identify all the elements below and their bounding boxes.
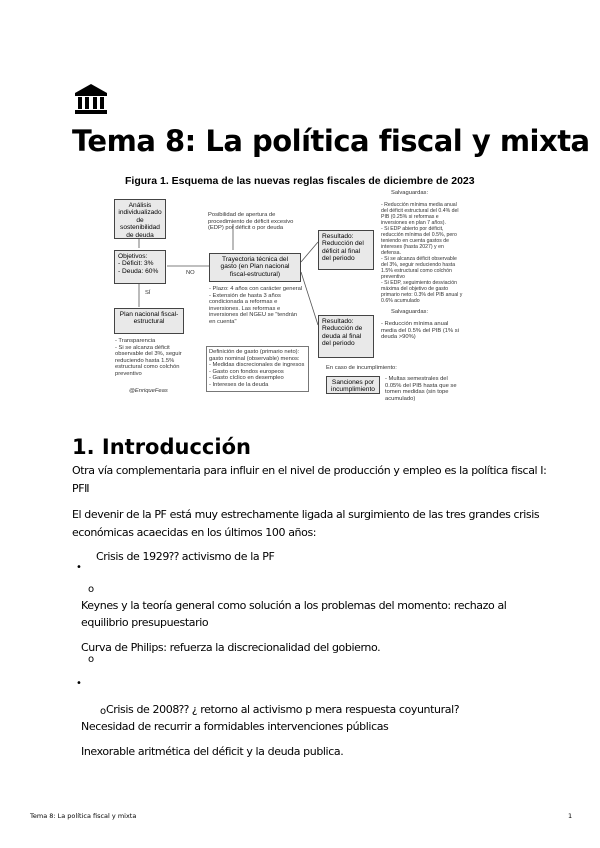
box-sanciones: Sanciones por incumplimiento <box>326 376 380 394</box>
figure-caption: Figura 1. Esquema de las nuevas reglas fiscales de diciembre de 2023 <box>125 175 475 187</box>
box-objetivos: Objetivos: - Déficit: 3% - Deuda: 60% <box>114 250 166 284</box>
paragraph-1-line-1: Otra vía complementaria para influir en el nivel de producción y empleo es la política fiscal Ⅰ: <box>72 464 547 477</box>
paragraph-1-line-2: PFⅡ <box>72 482 90 495</box>
text-salvaguardas-1: - Reducción mínima media anual del déficit estructural del 0.4% del PIB (0.25% si reformas e inversiones en plan 7 años). - Si EDP abierto por déficit, reducción mínima del 0.5%, pero teniendo en cuenta gastos de intereses (hasta 2027) y en defensa. - Si se alcanza déficit observable del 3%, seguir reduciendo hasta 1.5% estructural como colchón preventivo - Si EDP, seguimiento desviación máxima del objetivo de gasto primario neto: 0.3% del PIB anual y 0.6% acumulado <box>381 202 463 304</box>
page-title: Tema 8: La política fiscal y mixta <box>72 124 590 158</box>
text-multas: - Multas semestrales del 0.05% del PIB hasta que se tomen medidas (sin tope acumulado) <box>385 376 457 402</box>
bullet-disc: • <box>76 678 82 689</box>
box-analisis: Análisis individualizado de sostenibilidad de deuda <box>114 199 166 239</box>
text-transparencia: - Transparencia - Si se alcanza déficit observable del 3%, seguir reduciendo hasta 1.5% estructural como colchón preventivo <box>115 338 182 377</box>
text-salvaguardas-2-title: Salvaguardas: <box>391 309 429 315</box>
bullet-1-sub-2: Curva de Philips: refuerza la discrecionalidad del gobierno. <box>81 641 381 654</box>
label-si: SÍ <box>145 290 151 296</box>
label-no: NO <box>186 270 195 276</box>
box-plan: Plan nacional fiscal-estructural <box>114 308 184 334</box>
text-edp: Posibilidad de apertura de procedimiento de déficit excesivo (EDP) por déficit o por deuda <box>208 212 294 232</box>
text-salvaguardas-1-title: Salvaguardas: <box>391 190 429 196</box>
text-handle: @EnriqueFeas <box>129 388 168 394</box>
paragraph-2-line-1: El devenir de la PF está muy estrechamente ligada al surgimiento de las tres grandes crisis <box>72 508 540 521</box>
box-resultado-deficit: Resultado: Reducción del déficit al final del periodo <box>318 230 374 270</box>
bullet-2-sub-2: Inexorable aritmética del déficit y la deuda publica. <box>81 745 344 758</box>
bullet-disc: • <box>76 562 82 573</box>
bullet-2-sub-1: Necesidad de recurrir a formidables intervenciones públicas <box>81 720 389 733</box>
bullet-1-text: Crisis de 1929⁇ activismo de la PF <box>96 550 275 563</box>
fiscal-rules-diagram <box>103 190 463 412</box>
bullet-circle: o <box>88 654 95 665</box>
bullet-1-sub-1-line-1: Keynes y la teoría general como solución a los problemas del momento: rechazo al <box>81 599 507 612</box>
bullet-circle: o <box>88 584 95 595</box>
text-incumplimiento: En caso de incumplimiento: <box>326 365 397 371</box>
bullet-circle: o <box>100 706 107 717</box>
text-definicion: Definición de gasto (primario neto): gasto nominal (observable) menos: - Medidas discrecionales de ingresos - Gasto con fondos europeos - Gasto cíclico en desempleo - Intereses de la deuda <box>206 346 309 392</box>
paragraph-2-line-2: económicas acaecidas en los últimos 100 años: <box>72 526 317 539</box>
footer-page-number: 1 <box>568 812 573 820</box>
footer-title: Tema 8: La política fiscal y mixta <box>30 812 137 820</box>
bullet-1-sub-1-line-2: equilibrio presupuestario <box>81 616 209 629</box>
bank-icon <box>74 83 108 120</box>
text-salvaguardas-2: - Reducción mínima anual media del 0.5% del PIB (1% si deuda >90%) <box>381 321 459 341</box>
box-trayectoria: Trayectoria técnica del gasto (en Plan nacional fiscal-estructural) <box>209 253 301 282</box>
section-heading: 1. Introducción <box>72 435 251 459</box>
box-resultado-deuda: Resultado: Reducción de deuda al final del periodo <box>318 315 374 358</box>
bullet-2-text: Crisis de 2008⁇ ¿ retorno al activismo p mera respuesta coyuntural? <box>106 703 460 716</box>
text-plazo: - Plazo: 4 años con carácter general - Extensión de hasta 3 años condicionada a reformas e inversiones. Las reformas e inversiones del NGEU se "tendrán en cuenta" <box>209 286 303 325</box>
